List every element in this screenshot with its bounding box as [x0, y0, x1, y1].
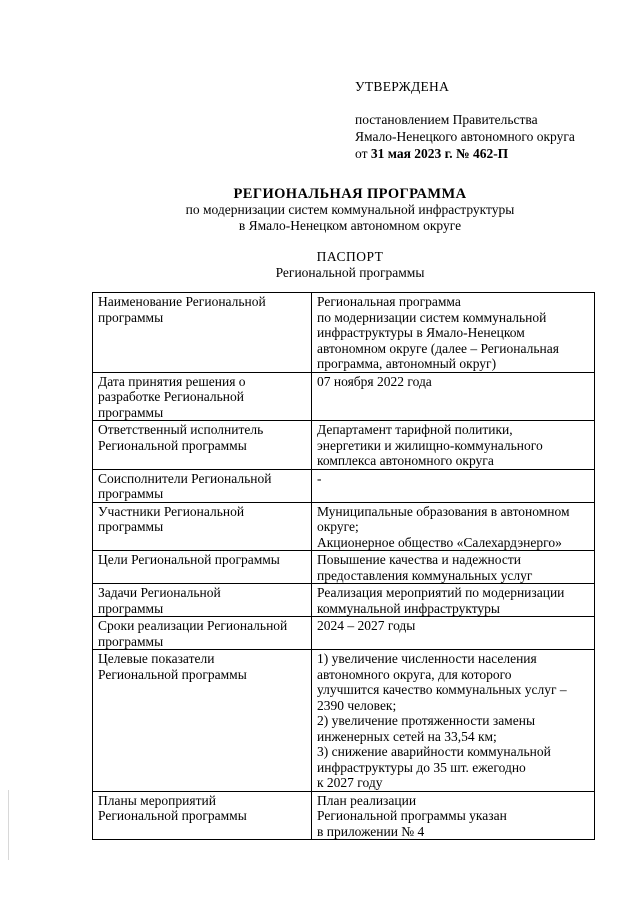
- table-row: [93, 372, 595, 421]
- row-label-line: Задачи Региональной: [98, 585, 221, 600]
- row-label-line: Региональной программы: [98, 808, 247, 823]
- row-value-line: к 2027 году: [317, 775, 383, 790]
- passport-subheading: Региональной программы: [275, 265, 425, 280]
- table-row: [93, 617, 595, 650]
- row-label-line: Сроки реализации Региональной: [98, 618, 288, 633]
- row-value-cell: [312, 617, 595, 650]
- row-label-cell: [93, 650, 312, 792]
- table-row: [93, 791, 595, 840]
- row-label-cell: [93, 617, 312, 650]
- row-label-line: Планы мероприятий: [98, 792, 216, 808]
- row-value-line: 2) увеличение протяженности замены: [317, 713, 536, 728]
- row-value-line: программа, автономный округ): [317, 356, 497, 371]
- row-label-cell: [93, 551, 312, 584]
- document-subtitle-line: в Ямало-Ненецком автономном округе: [238, 218, 462, 233]
- row-value-line: предоставления коммунальных услуг: [317, 567, 533, 583]
- row-value-line: автономном округе (далее – Региональная: [317, 340, 559, 356]
- row-value-cell: [312, 650, 595, 792]
- row-value-line: -: [317, 470, 322, 486]
- document-subtitle-line: по модернизации систем коммунальной инфраструктуры: [185, 202, 515, 217]
- document-title: РЕГИОНАЛЬНАЯ ПРОГРАММА: [233, 186, 467, 202]
- row-value-line: Акционерное общество «Салехардэнерго»: [317, 534, 562, 550]
- table-row: [93, 502, 595, 551]
- row-label-line: Региональной программы: [98, 666, 247, 682]
- row-value-cell: [312, 551, 595, 584]
- row-label-line: Дата принятия решения о: [98, 373, 246, 389]
- row-label-line: Участники Региональной: [98, 503, 245, 519]
- row-value-line: автономного округа, для которого: [317, 666, 512, 682]
- row-value-line: в приложении № 4: [317, 823, 425, 839]
- approval-date-prefix: от: [355, 146, 371, 161]
- row-value-cell: [312, 421, 595, 470]
- row-label-cell: [93, 372, 312, 421]
- table-row: [93, 551, 595, 584]
- row-value-cell: [312, 584, 595, 617]
- approval-decree-line: постановлением Правительства: [355, 112, 538, 127]
- row-value-line: округе;: [317, 519, 359, 534]
- row-label-cell: [93, 791, 312, 840]
- row-value-line: 07 ноября 2022 года: [317, 373, 432, 389]
- row-label-line: программы: [98, 600, 164, 616]
- row-value-line: по модернизации систем коммунальной: [317, 309, 547, 325]
- row-label-line: программы: [98, 404, 164, 420]
- approval-decree-line: Ямало-Ненецкого автономного округа: [355, 129, 575, 144]
- row-label-line: Ответственный исполнитель: [98, 422, 264, 437]
- row-value-line: Региональная программа: [317, 294, 461, 309]
- row-value-line: Муниципальные образования в автономном: [317, 503, 570, 519]
- row-value-cell: [312, 502, 595, 551]
- table-row: [93, 650, 595, 792]
- row-label-line: программы: [98, 519, 164, 534]
- row-value-line: комплекса автономного округа: [317, 453, 494, 468]
- document-title-block: [0, 186, 640, 234]
- row-value-line: Департамент тарифной политики,: [317, 422, 513, 437]
- scan-margin-mark: [8, 790, 9, 860]
- approval-heading: УТВЕРЖДЕНА: [355, 79, 450, 94]
- passport-heading: ПАСПОРТ: [316, 249, 384, 264]
- table-row: [93, 469, 595, 502]
- row-value-line: 3) снижение аварийности коммунальной: [317, 744, 551, 759]
- row-value-line: инфраструктуры до 35 шт. ежегодно: [317, 759, 526, 775]
- row-value-line: 2024 – 2027 годы: [317, 618, 416, 633]
- row-label-line: Региональной программы: [98, 437, 247, 453]
- table-row: [93, 293, 595, 373]
- table-row: [93, 421, 595, 470]
- row-value-line: 2390 человек;: [317, 697, 397, 713]
- row-value-line: Повышение качества и надежности: [317, 552, 521, 567]
- approval-block: [355, 78, 625, 162]
- approval-date-value: 31 мая 2023 г. № 462-П: [370, 146, 509, 161]
- row-value-line: инженерных сетей на 33,54 км;: [317, 728, 497, 744]
- row-value-line: Региональной программы указан: [317, 808, 507, 823]
- row-label-line: Соисполнители Региональной: [98, 470, 272, 486]
- row-value-cell: [312, 469, 595, 502]
- table-row: [93, 584, 595, 617]
- row-value-line: коммунальной инфраструктуры: [317, 600, 500, 616]
- row-label-line: программы: [98, 633, 164, 649]
- row-label-cell: [93, 584, 312, 617]
- row-label-line: Целевые показатели: [98, 651, 215, 666]
- row-label-cell: [93, 421, 312, 470]
- row-value-cell: [312, 293, 595, 373]
- approval-date-line: [355, 145, 625, 162]
- row-label-line: Цели Региональной программы: [98, 552, 280, 567]
- row-label-line: программы: [98, 309, 164, 325]
- passport-table-body: [93, 293, 595, 840]
- row-value-line: План реализации: [317, 792, 417, 808]
- passport-heading-block: [0, 249, 640, 281]
- row-label-line: Наименование Региональной: [98, 294, 266, 309]
- row-value-cell: [312, 372, 595, 421]
- row-value-line: инфраструктуры в Ямало-Ненецком: [317, 325, 525, 340]
- row-label-line: разработке Региональной: [98, 389, 245, 404]
- row-value-line: 1) увеличение численности населения: [317, 651, 537, 666]
- row-value-cell: [312, 791, 595, 840]
- row-label-line: программы: [98, 486, 164, 501]
- row-label-cell: [93, 502, 312, 551]
- row-value-line: энергетики и жилищно-коммунального: [317, 437, 543, 453]
- row-value-line: Реализация мероприятий по модернизации: [317, 585, 565, 600]
- row-label-cell: [93, 469, 312, 502]
- row-value-line: улучшится качество коммунальных услуг –: [317, 682, 567, 697]
- passport-table: [92, 292, 595, 840]
- row-label-cell: [93, 293, 312, 373]
